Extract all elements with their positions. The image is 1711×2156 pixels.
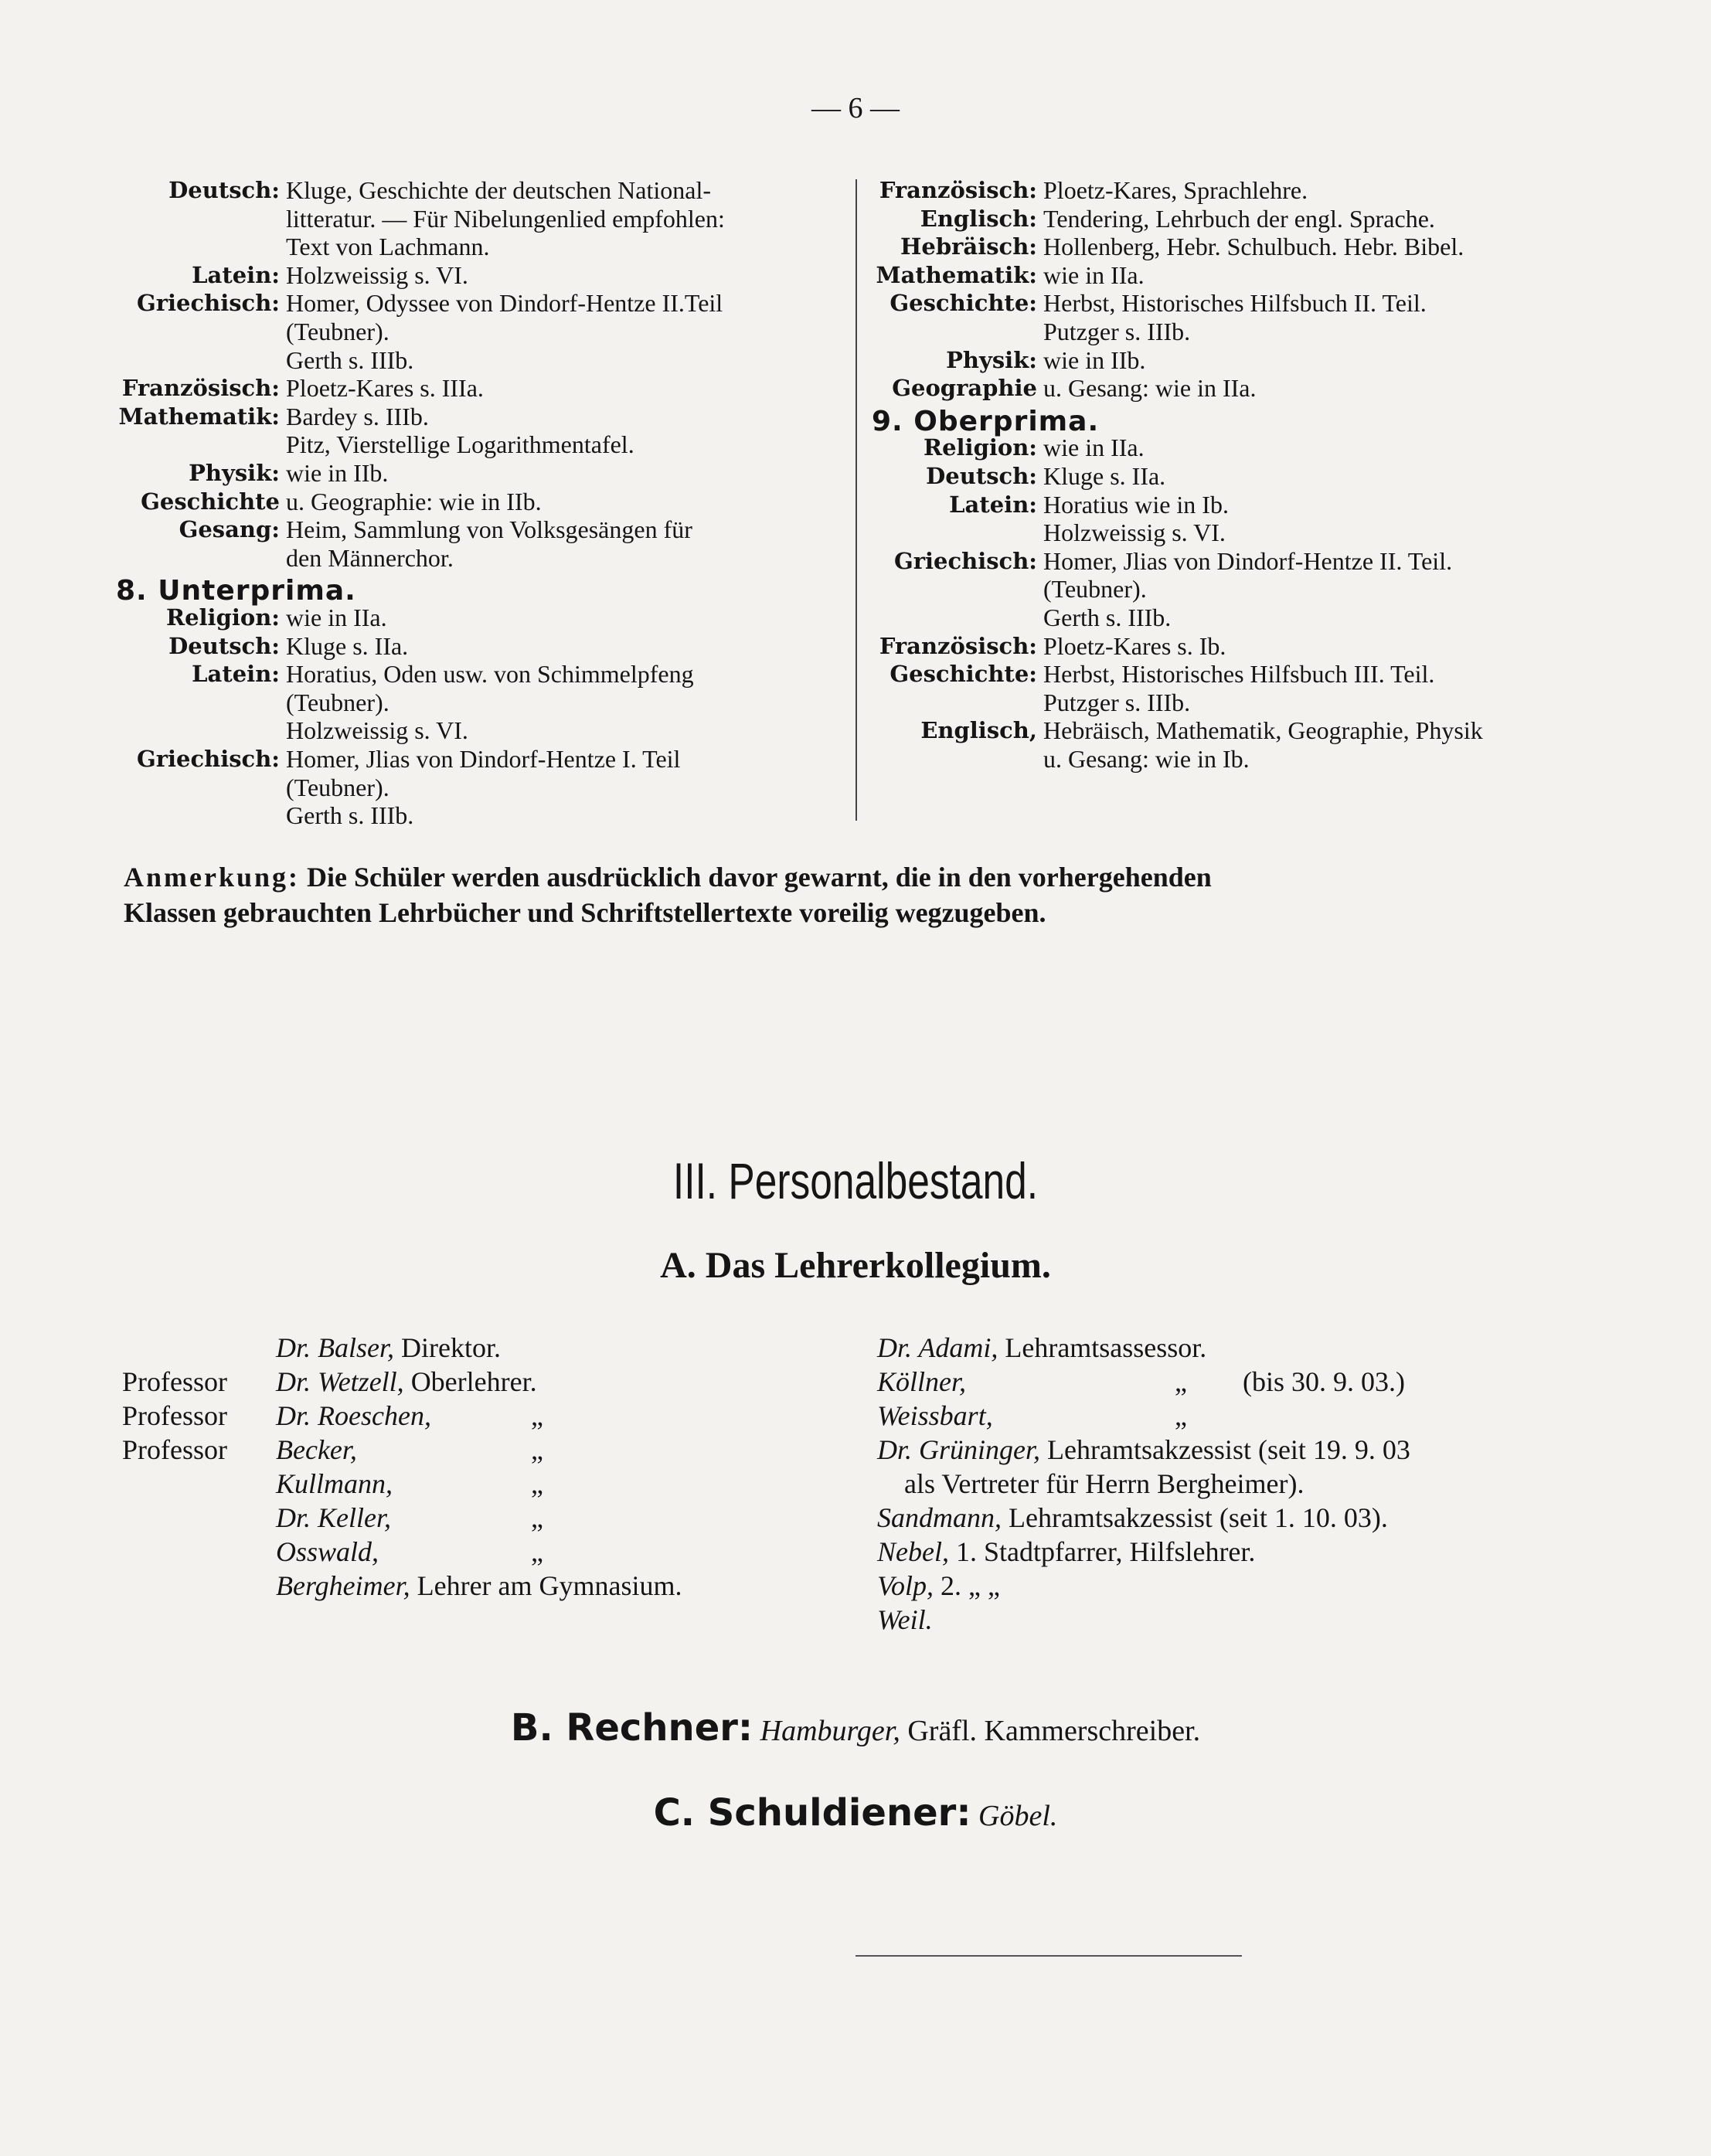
left-book-entry: Gerth s. IIIb. xyxy=(286,345,414,374)
left-book-entry: Holzweissig s. VI. xyxy=(286,716,468,745)
staff-name: Nebel, xyxy=(877,1536,949,1567)
right-book-entry: Herbst, Historisches Hilfsbuch II. Teil. xyxy=(1043,289,1427,318)
staff-role: 2. „ „ xyxy=(934,1570,1000,1601)
ditto-mark: „ xyxy=(531,1400,543,1431)
right-book-entry: Herbst, Historisches Hilfsbuch III. Teil. xyxy=(1043,660,1435,689)
staff-name: Sandmann, xyxy=(877,1502,1002,1533)
staff-title: Professor xyxy=(122,1366,227,1397)
right-subject-label: Mathematik: xyxy=(876,261,1037,288)
annotation-note xyxy=(124,859,1584,930)
staff-name: Dr. Balser, xyxy=(276,1332,395,1363)
left-subject-label: Deutsch: xyxy=(168,632,280,659)
left-book-entry: Pitz, Vierstellige Logarithmentafel. xyxy=(286,430,634,459)
staff-role: Lehramtsassessor. xyxy=(998,1332,1207,1363)
right-subject-label: Hebräisch: xyxy=(900,233,1037,260)
staff-role: Lehramtsakzessist (seit 1. 10. 03). xyxy=(1002,1502,1388,1533)
right-subject-label: Physik: xyxy=(946,346,1037,373)
left-book-entry: Heim, Sammlung von Volksgesängen für xyxy=(286,515,692,544)
left-book-entry: wie in IIb. xyxy=(286,459,389,487)
right-book-entry: Horatius wie in Ib. xyxy=(1043,490,1229,519)
staff-member xyxy=(877,1399,1187,1433)
staff-name: Dr. Wetzell, xyxy=(276,1366,404,1397)
left-subject-label: Mathematik: xyxy=(118,403,280,430)
right-subject-label: Englisch: xyxy=(920,205,1037,232)
left-book-entry: wie in IIa. xyxy=(286,604,387,631)
staff-role: „ (bis 30. 9. 03.) xyxy=(1175,1366,1405,1397)
left-subject-label: Physik: xyxy=(189,460,280,486)
staff-role: Oberlehrer. xyxy=(403,1366,537,1397)
staff-member xyxy=(904,1467,1304,1501)
left-subject-label: Latein: xyxy=(192,261,280,288)
right-book-entry: Ploetz-Kares, Sprachlehre. xyxy=(1043,176,1308,204)
right-book-entry: Gerth s. IIIb. xyxy=(1043,604,1172,631)
left-book-entry: Homer, Odyssee von Dindorf-Hentze II.Teil xyxy=(286,289,723,318)
left-book-entry: (Teubner). xyxy=(286,773,389,801)
right-book-entry: Holzweissig s. VI. xyxy=(1043,519,1226,547)
right-book-entry: Tendering, Lehrbuch der engl. Sprache. xyxy=(1043,204,1435,233)
left-subject-label: Französisch: xyxy=(121,375,280,402)
staff-member xyxy=(877,1603,933,1637)
staff-role: „ xyxy=(1175,1400,1187,1431)
staff-member xyxy=(877,1365,1405,1399)
staff-name: Köllner, xyxy=(877,1366,967,1397)
staff-member xyxy=(276,1535,543,1569)
left-book-entry: Kluge s. IIa. xyxy=(286,631,409,660)
staff-member xyxy=(276,1365,537,1399)
left-book-entry: Text von Lachmann. xyxy=(286,233,490,261)
left-subject-label: Gesang: xyxy=(179,516,280,543)
staff-name: Weissbart, xyxy=(877,1400,993,1431)
right-section-heading: 9. Oberprima. xyxy=(872,405,1100,437)
staff-member xyxy=(276,1331,501,1365)
right-subject-label: Deutsch: xyxy=(926,463,1037,489)
staff-name: Weil. xyxy=(877,1604,933,1635)
right-book-entry: Putzger s. IIIb. xyxy=(1043,318,1191,345)
right-book-entry: wie in IIa. xyxy=(1043,260,1145,289)
left-book-entry: Holzweissig s. VI. xyxy=(286,260,468,289)
left-book-entry: den Männerchor. xyxy=(286,543,454,572)
right-book-entry: Homer, Jlias von Dindorf-Hentze II. Teil. xyxy=(1043,546,1453,575)
subsection-title: A. Das Lehrerkollegium. xyxy=(660,1245,1051,1286)
staff-role: Direktor. xyxy=(394,1332,502,1363)
staff-member xyxy=(877,1569,1000,1603)
right-subject-label: Griechisch: xyxy=(893,547,1037,574)
schuldiener-heading: C. Schuldiener: xyxy=(653,1791,971,1835)
left-book-entry: Ploetz-Kares s. IIIa. xyxy=(286,374,484,403)
schuldiener-line xyxy=(0,1791,1711,1835)
rechner-heading: B. Rechner: xyxy=(510,1706,753,1750)
bottom-rule xyxy=(856,1955,1242,1957)
staff-name: Volp, xyxy=(877,1570,934,1601)
staff-name: Bergheimer, xyxy=(276,1570,410,1601)
staff-member xyxy=(276,1433,543,1467)
note-line-2: Klassen gebrauchten Lehrbücher und Schriftstellertexte voreilig wegzugeben. xyxy=(124,897,1046,928)
right-subject-label: Religion: xyxy=(923,434,1037,461)
left-section-heading: 8. Unterprima. xyxy=(116,575,356,607)
right-book-entry: Kluge s. IIa. xyxy=(1043,462,1166,490)
staff-member xyxy=(877,1331,1206,1365)
left-book-entry: (Teubner). xyxy=(286,318,389,345)
schuldiener-name: Göbel. xyxy=(978,1800,1058,1832)
staff-name: Dr. Adami, xyxy=(877,1332,998,1363)
right-subject-label: Latein: xyxy=(949,491,1037,518)
staff-role: als Vertreter für Herrn Bergheimer). xyxy=(904,1468,1305,1499)
staff-name: Dr. Roeschen, xyxy=(276,1400,431,1431)
staff-member xyxy=(276,1467,543,1501)
staff-name: Osswald, xyxy=(276,1536,379,1567)
staff-member xyxy=(877,1433,1410,1467)
left-subject-label: Geschichte xyxy=(141,488,280,515)
left-subject-label: Griechisch: xyxy=(136,746,280,772)
ditto-mark: „ xyxy=(531,1468,543,1499)
right-subject-label: Geographie xyxy=(892,375,1037,402)
right-book-entry: u. Gesang: wie in Ib. xyxy=(1043,745,1250,773)
right-subject-label: Französisch: xyxy=(879,632,1037,659)
right-book-entry: wie in IIb. xyxy=(1043,345,1146,374)
staff-role: Lehrer am Gymnasium. xyxy=(410,1570,682,1601)
staff-name: Dr. Grüninger, xyxy=(877,1434,1041,1465)
staff-member xyxy=(276,1501,543,1535)
ditto-mark: „ xyxy=(531,1502,543,1533)
right-book-entry: (Teubner). xyxy=(1043,575,1147,604)
right-book-entry: Ploetz-Kares s. Ib. xyxy=(1043,631,1226,660)
left-book-entry: u. Geographie: wie in IIb. xyxy=(286,487,542,515)
right-book-entry: Hebräisch, Mathematik, Geographie, Physik xyxy=(1043,716,1483,745)
rechner-role: Gräfl. Kammerschreiber. xyxy=(900,1715,1201,1747)
left-book-entry: litteratur. — Für Nibelungenlied empfohlen: xyxy=(286,204,725,233)
staff-title: Professor xyxy=(122,1400,227,1431)
left-subject-label: Latein: xyxy=(192,661,280,688)
page-number: — 6 — xyxy=(811,92,900,124)
staff-name: Becker, xyxy=(276,1434,357,1465)
left-book-entry: Gerth s. IIIb. xyxy=(286,801,414,830)
right-subject-label: Französisch: xyxy=(879,177,1037,203)
staff-role: Lehramtsakzessist (seit 19. 9. 03 xyxy=(1040,1434,1410,1465)
section-title: III. Personalbestand. xyxy=(672,1152,1039,1209)
right-subject-label: Geschichte: xyxy=(890,290,1037,317)
right-book-entry: u. Gesang: wie in IIa. xyxy=(1043,374,1257,403)
note-heading: Anmerkung: xyxy=(124,862,301,893)
staff-name: Kullmann, xyxy=(276,1468,393,1499)
right-book-entry: Hollenberg, Hebr. Schulbuch. Hebr. Bibel. xyxy=(1043,233,1464,261)
left-book-entry: Homer, Jlias von Dindorf-Hentze I. Teil xyxy=(286,745,681,773)
staff-name: Dr. Keller, xyxy=(276,1502,392,1533)
staff-role: 1. Stadtpfarrer, Hilfslehrer. xyxy=(948,1536,1256,1567)
staff-title: Professor xyxy=(122,1434,227,1465)
staff-member xyxy=(276,1399,543,1433)
left-subject-label: Deutsch: xyxy=(168,177,280,203)
left-book-entry: (Teubner). xyxy=(286,688,389,716)
staff-member xyxy=(276,1569,682,1603)
staff-member xyxy=(877,1535,1255,1569)
ditto-mark: „ xyxy=(531,1536,543,1567)
right-subject-label: Geschichte: xyxy=(890,661,1037,688)
right-book-entry: wie in IIa. xyxy=(1043,434,1145,462)
right-subject-label: Englisch, xyxy=(920,717,1037,744)
right-book-entry: Putzger s. IIIb. xyxy=(1043,688,1191,716)
left-book-entry: Horatius, Oden usw. von Schimmelpfeng xyxy=(286,660,694,689)
left-subject-label: Religion: xyxy=(165,604,280,631)
ditto-mark: „ xyxy=(531,1434,543,1465)
note-line-1: Die Schüler werden ausdrücklich davor gewarnt, die in den vorhergehenden xyxy=(307,862,1212,893)
rechner-name: Hamburger, xyxy=(760,1715,900,1747)
left-book-entry: Kluge, Geschichte der deutschen National- xyxy=(286,176,712,204)
left-book-entry: Bardey s. IIIb. xyxy=(286,402,429,430)
staff-member xyxy=(877,1501,1388,1535)
left-subject-label: Griechisch: xyxy=(136,290,280,317)
rechner-line xyxy=(0,1706,1711,1750)
